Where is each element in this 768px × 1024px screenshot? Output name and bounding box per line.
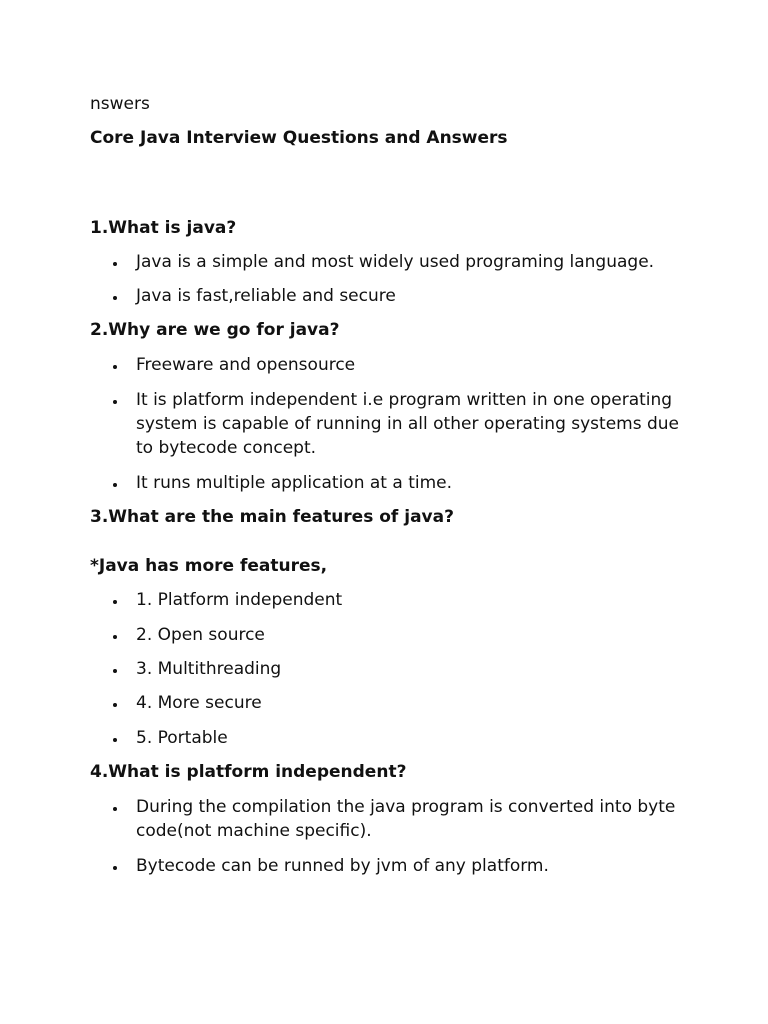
bullet-dot (113, 483, 119, 489)
answer-item: Java is fast,reliable and secure (136, 286, 396, 306)
answer-item: During the compilation the java program is converted into byte code(not machine specific). (136, 797, 676, 841)
bullet-dot (113, 296, 119, 302)
bullet-dot (113, 807, 119, 813)
bullet-dot (113, 703, 119, 709)
page-fragment-text: nswers (90, 94, 150, 114)
features-subheading: *Java has more features, (90, 556, 328, 576)
feature-item: 1. Platform independent (136, 590, 343, 610)
bullet-dot (113, 365, 119, 371)
answer-item: Bytecode can be runned by jvm of any platform. (136, 856, 549, 876)
bullet-dot (113, 738, 119, 744)
question-heading-3: 3.What are the main features of java? (90, 507, 454, 527)
answer-item: It is platform independent i.e program written in one operating system is capable of running in all other operating systems due to bytecode concept. (136, 390, 680, 458)
question-heading-2: 2.Why are we go for java? (90, 320, 340, 340)
bullet-dot (113, 600, 119, 606)
question-heading-4: 4.What is platform independent? (90, 762, 407, 782)
question-heading-1: 1.What is java? (90, 218, 237, 238)
bullet-dot (113, 866, 119, 872)
answer-item: It runs multiple application at a time. (136, 473, 453, 493)
feature-item: 5. Portable (136, 728, 228, 748)
feature-item: 4. More secure (136, 693, 262, 713)
feature-item: 3. Multithreading (136, 659, 282, 679)
page-title: Core Java Interview Questions and Answers (90, 128, 508, 148)
feature-item: 2. Open source (136, 625, 265, 645)
bullet-dot (113, 400, 119, 406)
bullet-dot (113, 262, 119, 268)
answer-item: Java is a simple and most widely used programing language. (136, 252, 655, 272)
answer-item: Freeware and opensource (136, 355, 356, 375)
bullet-dot (113, 669, 119, 675)
bullet-dot (113, 635, 119, 641)
